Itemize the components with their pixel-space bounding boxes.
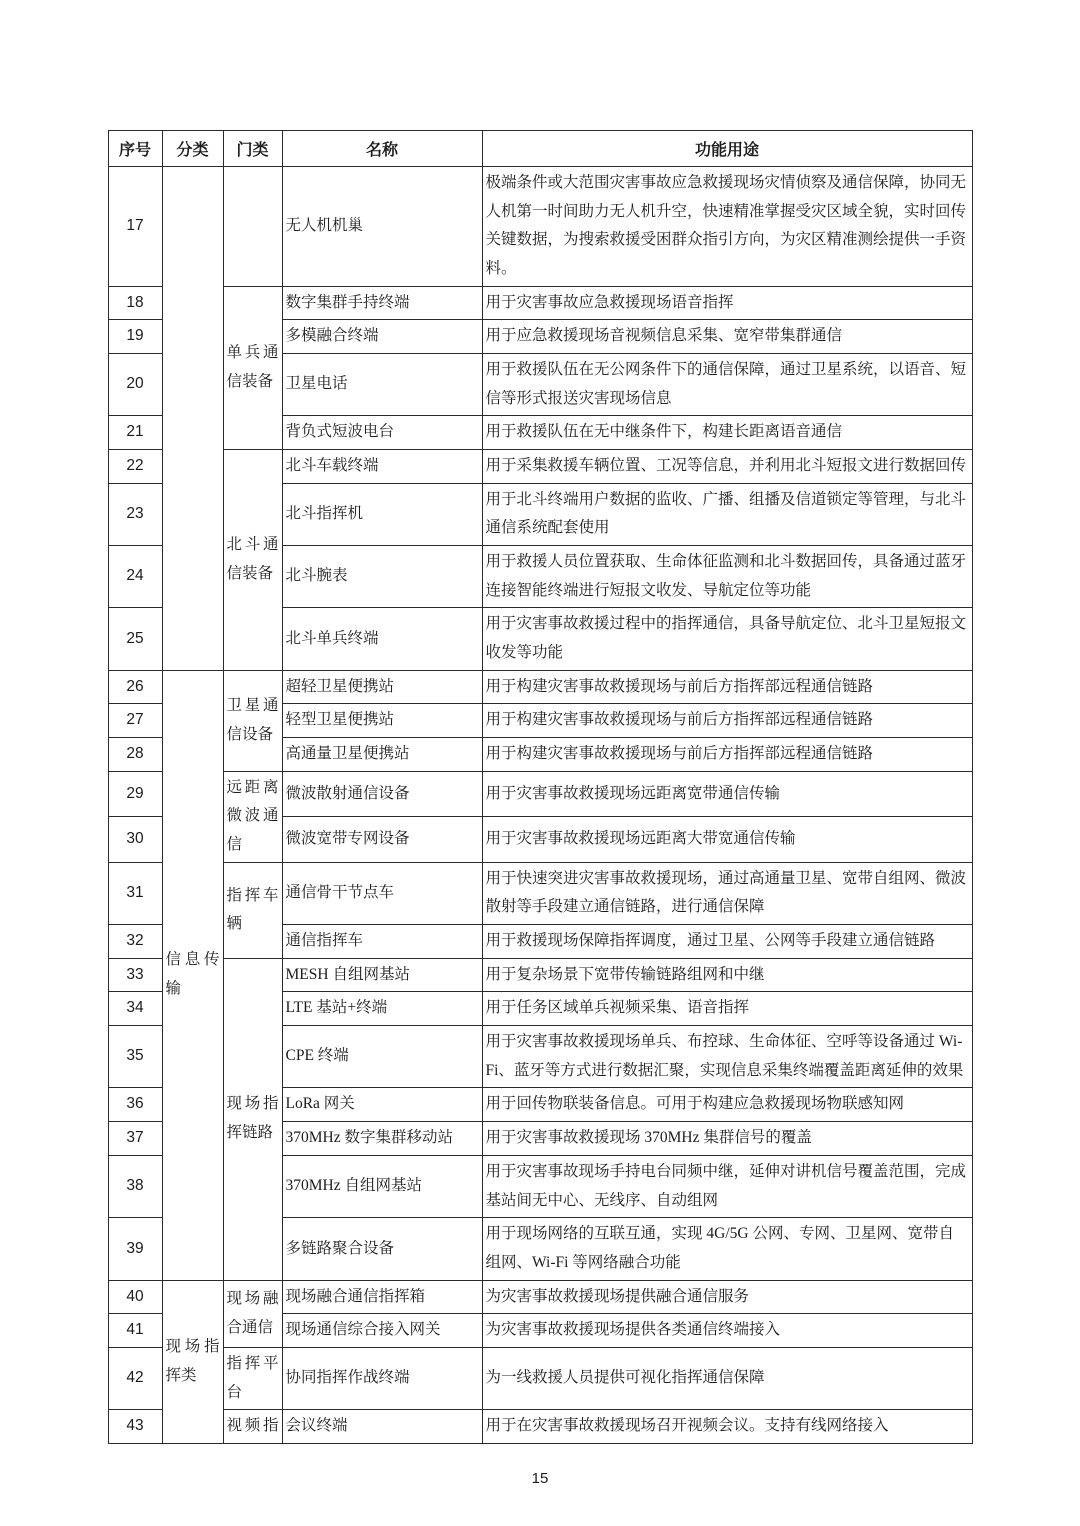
equipment-name-cell: 北斗单兵终端 — [282, 608, 482, 670]
table-row — [108, 1410, 972, 1444]
equipment-name-cell: 会议终端 — [282, 1410, 482, 1444]
function-description-cell: 用于复杂场景下宽带传输链路组网和中继 — [482, 958, 972, 992]
equipment-table-body — [108, 167, 972, 1444]
equipment-name-cell: CPE 终端 — [282, 1026, 482, 1088]
column-header-name: 名称 — [282, 131, 482, 167]
equipment-name-cell: 现场融合通信指挥箱 — [282, 1280, 482, 1314]
serial-number-cell: 34 — [108, 992, 162, 1026]
table-row — [108, 1280, 972, 1314]
serial-number-cell: 18 — [108, 286, 162, 320]
serial-number-cell: 37 — [108, 1122, 162, 1156]
equipment-name-cell: LoRa 网关 — [282, 1088, 482, 1122]
function-description-cell: 用于灾害事故现场手持电台同频中继，延伸对讲机信号覆盖范围，完成基站间无中心、无线序、自动组网 — [482, 1155, 972, 1217]
equipment-name-cell: MESH 自组网基站 — [282, 958, 482, 992]
category-cell: 现场指挥类 — [162, 1280, 223, 1443]
class-cell: 指挥车辆 — [223, 862, 282, 958]
class-cell: 北斗通信装备 — [223, 450, 282, 671]
serial-number-cell: 19 — [108, 320, 162, 354]
function-description-cell: 用于灾害事故救援现场 370MHz 集群信号的覆盖 — [482, 1122, 972, 1156]
function-description-cell: 为一线救援人员提供可视化指挥通信保障 — [482, 1347, 972, 1409]
serial-number-cell: 42 — [108, 1347, 162, 1409]
function-description-cell: 用于灾害事故救援过程中的指挥通信，具备导航定位、北斗卫星短报文收发等功能 — [482, 608, 972, 670]
function-description-cell: 为灾害事故救援现场提供各类通信终端接入 — [482, 1314, 972, 1348]
class-cell: 指挥平台 — [223, 1347, 282, 1409]
function-description-cell: 用于构建灾害事故救援现场与前后方指挥部远程通信链路 — [482, 738, 972, 772]
table-row — [108, 771, 972, 817]
function-description-cell: 用于灾害事故救援现场远距离宽带通信传输 — [482, 771, 972, 817]
function-description-cell: 用于应急救援现场音视频信息采集、宽窄带集群通信 — [482, 320, 972, 354]
equipment-name-cell: 卫星电话 — [282, 354, 482, 416]
serial-number-cell: 20 — [108, 354, 162, 416]
table-row — [108, 167, 972, 287]
function-description-cell: 为灾害事故救援现场提供融合通信服务 — [482, 1280, 972, 1314]
equipment-name-cell: 多模融合终端 — [282, 320, 482, 354]
class-cell — [223, 167, 282, 287]
category-cell — [162, 167, 223, 671]
function-description-cell: 用于救援队伍在无中继条件下，构建长距离语音通信 — [482, 416, 972, 450]
serial-number-cell: 31 — [108, 862, 162, 924]
equipment-name-cell: 数字集群手持终端 — [282, 286, 482, 320]
function-description-cell: 用于灾害事故救援现场单兵、布控球、生命体征、空呼等设备通过 Wi-Fi、蓝牙等方式进行数据汇聚，实现信息采集终端覆盖距离延伸的效果 — [482, 1026, 972, 1088]
serial-number-cell: 29 — [108, 771, 162, 817]
equipment-name-cell: LTE 基站+终端 — [282, 992, 482, 1026]
column-header-category: 分类 — [162, 131, 223, 167]
function-description-cell: 用于任务区域单兵视频采集、语音指挥 — [482, 992, 972, 1026]
function-description-cell: 极端条件或大范围灾害事故应急救援现场灾情侦察及通信保障，协同无人机第一时间助力无人机升空，快速精准掌握受灾区域全貌，实时回传关键数据，为搜索救援受困群众指引方向，为灾区精准测绘提供一手资料。 — [482, 167, 972, 287]
serial-number-cell: 38 — [108, 1155, 162, 1217]
function-description-cell: 用于采集救援车辆位置、工况等信息，并利用北斗短报文进行数据回传 — [482, 450, 972, 484]
equipment-name-cell: 通信骨干节点车 — [282, 862, 482, 924]
table-row — [108, 1347, 972, 1409]
equipment-name-cell: 无人机机巢 — [282, 167, 482, 287]
equipment-name-cell: 微波宽带专网设备 — [282, 817, 482, 863]
serial-number-cell: 27 — [108, 704, 162, 738]
function-description-cell: 用于快速突进灾害事故救援现场，通过高通量卫星、宽带自组网、微波散射等手段建立通信链路，进行通信保障 — [482, 862, 972, 924]
serial-number-cell: 21 — [108, 416, 162, 450]
function-description-cell: 用于现场网络的互联互通，实现 4G/5G 公网、专网、卫星网、宽带自组网、Wi-Fi 等网络融合功能 — [482, 1218, 972, 1280]
serial-number-cell: 36 — [108, 1088, 162, 1122]
serial-number-cell: 32 — [108, 925, 162, 959]
function-description-cell: 用于灾害事故救援现场远距离大带宽通信传输 — [482, 817, 972, 863]
class-cell: 远距离微波通信 — [223, 771, 282, 862]
class-cell: 视频指 — [223, 1410, 282, 1444]
serial-number-cell: 28 — [108, 738, 162, 772]
equipment-name-cell: 北斗车载终端 — [282, 450, 482, 484]
column-header-function: 功能用途 — [482, 131, 972, 167]
serial-number-cell: 41 — [108, 1314, 162, 1348]
header-row — [108, 131, 972, 167]
serial-number-cell: 23 — [108, 483, 162, 545]
serial-number-cell: 30 — [108, 817, 162, 863]
column-header-class: 门类 — [223, 131, 282, 167]
function-description-cell: 用于构建灾害事故救援现场与前后方指挥部远程通信链路 — [482, 704, 972, 738]
table-row — [108, 450, 972, 484]
table-row — [108, 670, 972, 704]
equipment-name-cell: 微波散射通信设备 — [282, 771, 482, 817]
table-header — [108, 131, 972, 167]
class-cell: 单兵通信装备 — [223, 286, 282, 449]
page-number: 15 — [531, 1469, 549, 1487]
function-description-cell: 用于救援队伍在无公网条件下的通信保障，通过卫星系统，以语音、短信等形式报送灾害现场信息 — [482, 354, 972, 416]
equipment-name-cell: 370MHz 自组网基站 — [282, 1155, 482, 1217]
equipment-name-cell: 通信指挥车 — [282, 925, 482, 959]
serial-number-cell: 17 — [108, 167, 162, 287]
table-row — [108, 862, 972, 924]
serial-number-cell: 43 — [108, 1410, 162, 1444]
function-description-cell: 用于回传物联装备信息。可用于构建应急救援现场物联感知网 — [482, 1088, 972, 1122]
serial-number-cell: 25 — [108, 608, 162, 670]
serial-number-cell: 35 — [108, 1026, 162, 1088]
class-cell: 现场指挥链路 — [223, 958, 282, 1280]
function-description-cell: 用于构建灾害事故救援现场与前后方指挥部远程通信链路 — [482, 670, 972, 704]
equipment-name-cell: 超轻卫星便携站 — [282, 670, 482, 704]
equipment-name-cell: 轻型卫星便携站 — [282, 704, 482, 738]
function-description-cell: 用于灾害事故应急救援现场语音指挥 — [482, 286, 972, 320]
table-row — [108, 958, 972, 992]
equipment-name-cell: 高通量卫星便携站 — [282, 738, 482, 772]
function-description-cell: 用于北斗终端用户数据的监收、广播、组播及信道锁定等管理，与北斗通信系统配套使用 — [482, 483, 972, 545]
function-description-cell: 用于救援现场保障指挥调度，通过卫星、公网等手段建立通信链路 — [482, 925, 972, 959]
equipment-name-cell: 北斗腕表 — [282, 546, 482, 608]
class-cell: 现场融合通信 — [223, 1280, 282, 1347]
serial-number-cell: 24 — [108, 546, 162, 608]
function-description-cell: 用于在灾害事故救援现场召开视频会议。支持有线网络接入 — [482, 1410, 972, 1444]
equipment-name-cell: 现场通信综合接入网关 — [282, 1314, 482, 1348]
serial-number-cell: 39 — [108, 1218, 162, 1280]
serial-number-cell: 33 — [108, 958, 162, 992]
equipment-name-cell: 多链路聚合设备 — [282, 1218, 482, 1280]
serial-number-cell: 40 — [108, 1280, 162, 1314]
category-cell: 信息传输 — [162, 670, 223, 1280]
equipment-table — [108, 130, 973, 1444]
table-row — [108, 286, 972, 320]
serial-number-cell: 26 — [108, 670, 162, 704]
class-cell: 卫星通信设备 — [223, 670, 282, 771]
equipment-name-cell: 370MHz 数字集群移动站 — [282, 1122, 482, 1156]
function-description-cell: 用于救援人员位置获取、生命体征监测和北斗数据回传，具备通过蓝牙连接智能终端进行短报文收发、导航定位等功能 — [482, 546, 972, 608]
column-header-serial: 序号 — [108, 131, 162, 167]
equipment-name-cell: 协同指挥作战终端 — [282, 1347, 482, 1409]
equipment-name-cell: 北斗指挥机 — [282, 483, 482, 545]
equipment-name-cell: 背负式短波电台 — [282, 416, 482, 450]
serial-number-cell: 22 — [108, 450, 162, 484]
